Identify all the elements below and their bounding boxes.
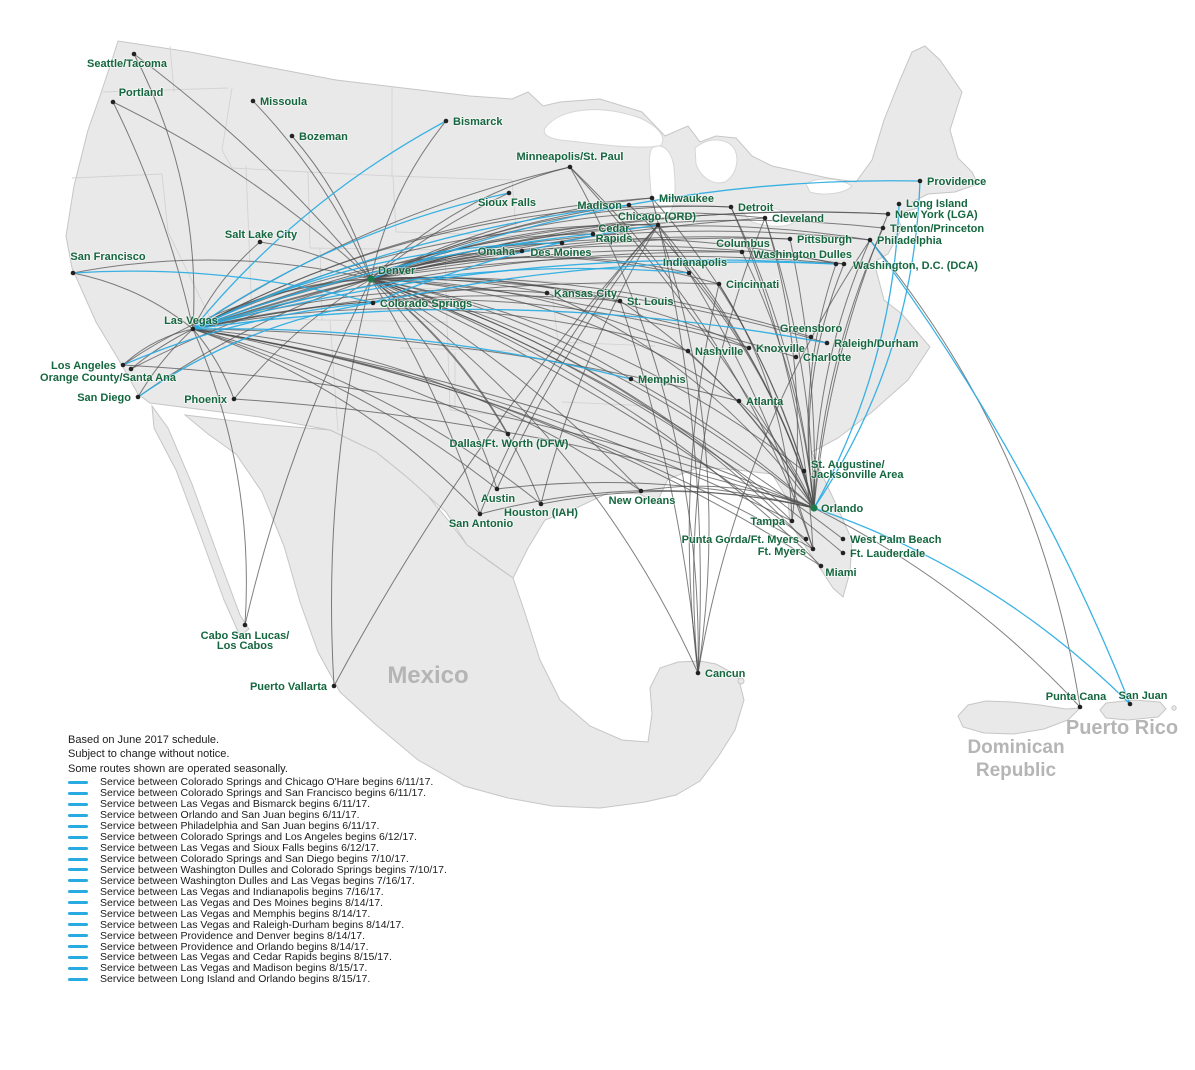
legend-item-text: Service between Las Vegas and Raleigh-Durham begins 8/14/17. bbox=[100, 918, 405, 931]
city-label-cancun: Cancun bbox=[705, 668, 746, 680]
city-dot-puntagorda bbox=[804, 537, 809, 542]
region-label: Dominican bbox=[967, 737, 1065, 758]
city-label-atlanta: Atlanta bbox=[746, 396, 784, 408]
blue-route-dash-icon bbox=[68, 868, 88, 871]
city-label-greensboro: Greensboro bbox=[779, 323, 843, 335]
blue-route-dash-icon bbox=[68, 967, 88, 970]
city-label-staugustine: St. Augustine/ Jacksonville Area bbox=[811, 459, 904, 481]
city-dot-westpalm bbox=[841, 537, 846, 542]
note-line-2: Subject to change without notice. bbox=[68, 748, 230, 761]
blue-route-dash-icon bbox=[68, 934, 88, 937]
city-label-sanantonio: San Antonio bbox=[448, 518, 514, 530]
city-label-tampa: Tampa bbox=[750, 516, 785, 528]
city-dot-cedarrapids bbox=[591, 232, 596, 237]
city-dot-pvr bbox=[332, 684, 337, 689]
city-label-nyc: New York (LGA) bbox=[895, 209, 978, 221]
city-label-kansascity: Kansas City bbox=[554, 288, 617, 300]
city-dot-phoenix bbox=[232, 397, 237, 402]
city-dot-sandiego bbox=[136, 395, 141, 400]
legend-item-text: Service between Las Vegas and Cedar Rapids begins 8/15/17. bbox=[100, 951, 392, 964]
city-dot-providence bbox=[918, 179, 923, 184]
city-dot-cincinnati bbox=[717, 282, 722, 287]
city-dot-portland bbox=[111, 100, 116, 105]
city-label-puntacana: Punta Cana bbox=[1045, 691, 1107, 703]
city-dot-chicago bbox=[656, 223, 661, 228]
city-label-stlouis: St. Louis bbox=[627, 296, 674, 308]
city-label-philly: Philadelphia bbox=[877, 235, 942, 247]
city-label-milwaukee: Milwaukee bbox=[659, 193, 715, 205]
city-dot-cancun bbox=[696, 671, 701, 676]
city-dot-neworleans bbox=[639, 489, 644, 494]
city-label-miami: Miami bbox=[825, 567, 857, 579]
city-dot-sanfrancisco bbox=[71, 271, 76, 276]
city-dot-raleigh bbox=[825, 341, 830, 346]
city-dot-nashville bbox=[686, 349, 691, 354]
legend-item-text: Service between Colorado Springs and San Diego begins 7/10/17. bbox=[100, 853, 409, 866]
city-label-sandiego: San Diego bbox=[77, 392, 131, 404]
legend-item-text: Service between Las Vegas and Indianapolis begins 7/16/17. bbox=[100, 885, 384, 898]
city-dot-trenton bbox=[881, 226, 886, 231]
city-label-bismarck: Bismarck bbox=[453, 116, 503, 128]
city-dot-lasvegas bbox=[191, 327, 196, 332]
city-dot-houston bbox=[539, 502, 544, 507]
legend-item-text: Service between Las Vegas and Sioux Falls begins 6/12/17. bbox=[100, 842, 380, 855]
city-label-indianapolis: Indianapolis bbox=[662, 257, 728, 269]
legend-item bbox=[68, 854, 447, 865]
legend-item-text: Service between Colorado Springs and San Francisco begins 6/11/17. bbox=[100, 787, 427, 800]
legend-item-text: Service between Providence and Orlando begins 8/14/17. bbox=[100, 940, 369, 953]
city-label-madison: Madison bbox=[577, 200, 622, 212]
legend-item-text: Service between Colorado Springs and Los Angeles begins 6/12/17. bbox=[100, 831, 417, 844]
map-notes bbox=[68, 733, 288, 776]
legend-item-text: Service between Providence and Denver begins 8/14/17. bbox=[100, 929, 366, 942]
blue-route-dash-icon bbox=[68, 814, 88, 817]
city-label-charlotte: Charlotte bbox=[803, 352, 852, 364]
city-label-detroit: Detroit bbox=[738, 202, 774, 214]
city-label-cabo: Cabo San Lucas/ Los Cabos bbox=[200, 630, 290, 652]
blue-route-dash-icon bbox=[68, 781, 88, 784]
city-label-seattle: Seattle/Tacoma bbox=[87, 58, 167, 70]
city-dot-cosprings bbox=[371, 301, 376, 306]
legend-item bbox=[68, 919, 447, 930]
city-label-houston: Houston (IAH) bbox=[504, 507, 578, 519]
city-dot-indianapolis bbox=[687, 271, 692, 276]
city-dot-losangeles bbox=[121, 363, 126, 368]
note-line-3: Some routes shown are operated seasonally. bbox=[68, 762, 288, 775]
legend-item bbox=[68, 886, 447, 897]
city-dot-knoxville bbox=[747, 346, 752, 351]
legend-item-text: Service between Colorado Springs and Chicago O'Hare begins 6/11/17. bbox=[100, 776, 434, 789]
legend-item bbox=[68, 821, 447, 832]
city-dot-nyc bbox=[886, 212, 891, 217]
region-label: Puerto Rico bbox=[1065, 717, 1179, 739]
legend-item-text: Service between Orlando and San Juan begins 6/11/17. bbox=[100, 809, 360, 822]
city-dot-bismarck bbox=[444, 119, 449, 124]
city-label-raleigh: Raleigh/Durham bbox=[834, 338, 919, 350]
legend-item-text: Service between Las Vegas and Madison begins 8/15/17. bbox=[100, 962, 368, 975]
city-dot-omaha bbox=[520, 249, 525, 254]
city-label-neworleans: New Orleans bbox=[608, 495, 676, 507]
city-dot-puntacana bbox=[1078, 705, 1083, 710]
city-label-pvr: Puerto Vallarta bbox=[249, 681, 327, 693]
city-label-phoenix: Phoenix bbox=[184, 394, 227, 406]
blue-route-dash-icon bbox=[68, 847, 88, 850]
route-line-blue bbox=[870, 240, 1130, 704]
city-label-cincinnati: Cincinnati bbox=[726, 279, 780, 291]
city-dot-ftmyers bbox=[811, 547, 816, 552]
city-label-memphis: Memphis bbox=[638, 374, 686, 386]
blue-route-dash-icon bbox=[68, 792, 88, 795]
blue-route-dash-icon bbox=[68, 879, 88, 882]
legend-item bbox=[68, 777, 447, 788]
city-dot-sanantonio bbox=[478, 512, 483, 517]
blue-route-dash-icon bbox=[68, 901, 88, 904]
city-dot-austin bbox=[495, 487, 500, 492]
small-islet bbox=[1172, 706, 1176, 710]
legend-item-text: Service between Las Vegas and Des Moines begins 8/14/17. bbox=[100, 896, 384, 909]
city-label-saltlake: Salt Lake City bbox=[224, 229, 298, 241]
legend-item bbox=[68, 832, 447, 843]
city-label-orlando: Orlando bbox=[821, 503, 864, 515]
blue-route-dash-icon bbox=[68, 803, 88, 806]
city-label-orangecounty: Orange County/Santa Ana bbox=[40, 372, 176, 384]
city-dot-minneapolis bbox=[568, 165, 573, 170]
blue-route-dash-icon bbox=[68, 825, 88, 828]
blue-route-dash-icon bbox=[68, 923, 88, 926]
city-dot-ftlauderdale bbox=[841, 551, 846, 556]
city-label-washdca: Washington, D.C. (DCA) bbox=[853, 260, 978, 272]
city-dot-bozeman bbox=[290, 134, 295, 139]
city-dot-orangecounty bbox=[129, 367, 134, 372]
blue-route-dash-icon bbox=[68, 945, 88, 948]
legend-item bbox=[68, 963, 447, 974]
city-dot-detroit bbox=[729, 205, 734, 210]
city-label-ftmyers: Ft. Myers bbox=[757, 546, 806, 558]
city-label-sanjuan: San Juan bbox=[1118, 690, 1168, 702]
city-label-pittsburgh: Pittsburgh bbox=[797, 234, 852, 246]
city-label-bozeman: Bozeman bbox=[299, 131, 348, 143]
legend-item bbox=[68, 843, 447, 854]
city-dot-cleveland bbox=[763, 216, 768, 221]
city-label-desmoines: Des Moines bbox=[530, 247, 592, 259]
city-label-trenton: Trenton/Princeton bbox=[890, 223, 985, 235]
legend-item bbox=[68, 952, 447, 963]
city-label-portland: Portland bbox=[118, 87, 164, 99]
city-dot-stlouis bbox=[618, 299, 623, 304]
city-dot-charlotte bbox=[794, 355, 799, 360]
legend-item-text: Service between Las Vegas and Bismarck begins 6/11/17. bbox=[100, 798, 371, 811]
legend-item bbox=[68, 875, 447, 886]
city-dot-orlando bbox=[810, 504, 817, 511]
city-dot-denver bbox=[367, 275, 374, 282]
city-label-denver: Denver bbox=[378, 265, 416, 277]
city-label-longisland: Long Island bbox=[906, 198, 968, 210]
city-dot-madison bbox=[627, 203, 632, 208]
city-label-washdulles: Washington Dulles bbox=[753, 249, 852, 261]
city-dot-longisland bbox=[897, 202, 902, 207]
city-dot-missoula bbox=[251, 99, 256, 104]
legend-item-text: Service between Long Island and Orlando begins 8/15/17. bbox=[100, 973, 371, 986]
city-label-sanfrancisco: San Francisco bbox=[70, 251, 146, 263]
city-label-columbus: Columbus bbox=[716, 238, 770, 250]
note-line-1: Based on June 2017 schedule. bbox=[68, 734, 220, 746]
city-label-austin: Austin bbox=[480, 493, 516, 505]
blue-route-dash-icon bbox=[68, 912, 88, 915]
city-label-cleveland: Cleveland bbox=[772, 213, 824, 225]
city-label-missoula: Missoula bbox=[260, 96, 308, 108]
city-dot-desmoines bbox=[560, 241, 565, 246]
legend-item bbox=[68, 810, 447, 821]
city-label-westpalm: West Palm Beach bbox=[850, 534, 942, 546]
city-label-siouxfalls: Sioux Falls bbox=[477, 197, 537, 209]
city-dot-milwaukee bbox=[650, 196, 655, 201]
city-dot-atlanta bbox=[737, 399, 742, 404]
city-dot-washdulles bbox=[834, 262, 839, 267]
legend-item-text: Service between Washington Dulles and Colorado Springs begins 7/10/17. bbox=[100, 863, 447, 876]
city-label-puntagorda: Punta Gorda/Ft. Myers bbox=[681, 534, 799, 546]
blue-route-dash-icon bbox=[68, 978, 88, 981]
legend-item bbox=[68, 930, 447, 941]
city-label-ftlauderdale: Ft. Lauderdale bbox=[850, 548, 926, 560]
city-dot-cabo bbox=[243, 623, 248, 628]
city-label-nashville: Nashville bbox=[695, 346, 744, 358]
city-label-cosprings: Colorado Springs bbox=[380, 298, 473, 310]
city-dot-philly bbox=[868, 238, 873, 243]
city-dot-washdca bbox=[842, 262, 847, 267]
city-dot-sanjuan bbox=[1128, 702, 1133, 707]
city-dot-siouxfalls bbox=[507, 191, 512, 196]
city-dot-staugustine bbox=[802, 469, 807, 474]
region-label: Republic bbox=[975, 760, 1057, 781]
blue-route-dash-icon bbox=[68, 956, 88, 959]
blue-route-dash-icon bbox=[68, 836, 88, 839]
legend-item bbox=[68, 897, 447, 908]
hispaniola-island bbox=[958, 701, 1080, 734]
city-dot-pittsburgh bbox=[788, 237, 793, 242]
city-label-providence: Providence bbox=[927, 176, 987, 188]
city-dot-kansascity bbox=[545, 291, 550, 296]
blue-route-dash-icon bbox=[68, 890, 88, 893]
city-label-losangeles: Los Angeles bbox=[51, 360, 116, 372]
city-dot-tampa bbox=[790, 519, 795, 524]
region-label: Mexico bbox=[387, 662, 469, 689]
legend-item-text: Service between Philadelphia and San Juan begins 6/11/17. bbox=[100, 820, 380, 833]
city-dot-greensboro bbox=[809, 335, 814, 340]
legend-item bbox=[68, 865, 447, 876]
legend-item bbox=[68, 799, 447, 810]
city-label-lasvegas: Las Vegas bbox=[164, 315, 218, 327]
blue-route-dash-icon bbox=[68, 858, 88, 861]
city-dot-dallas bbox=[506, 432, 511, 437]
city-label-cedarrapids: Cedar Rapids bbox=[595, 223, 633, 245]
city-dot-seattle bbox=[132, 52, 137, 57]
legend-item-text: Service between Washington Dulles and Las Vegas begins 7/16/17. bbox=[100, 874, 415, 887]
city-label-chicago: Chicago (ORD) bbox=[617, 211, 697, 223]
legend-item bbox=[68, 788, 447, 799]
city-dot-memphis bbox=[629, 377, 634, 382]
legend-item bbox=[68, 941, 447, 952]
city-dot-miami bbox=[819, 564, 824, 569]
city-label-dallas: Dallas/Ft. Worth (DFW) bbox=[449, 438, 569, 450]
route-legend bbox=[68, 777, 447, 985]
legend-item-text: Service between Las Vegas and Memphis begins 8/14/17. bbox=[100, 907, 371, 920]
city-label-omaha: Omaha bbox=[477, 246, 515, 258]
city-dot-columbus bbox=[740, 250, 745, 255]
city-label-minneapolis: Minneapolis/St. Paul bbox=[516, 151, 624, 163]
city-label-knoxville: Knoxville bbox=[756, 343, 805, 355]
legend-item bbox=[68, 908, 447, 919]
legend-item bbox=[68, 974, 447, 985]
